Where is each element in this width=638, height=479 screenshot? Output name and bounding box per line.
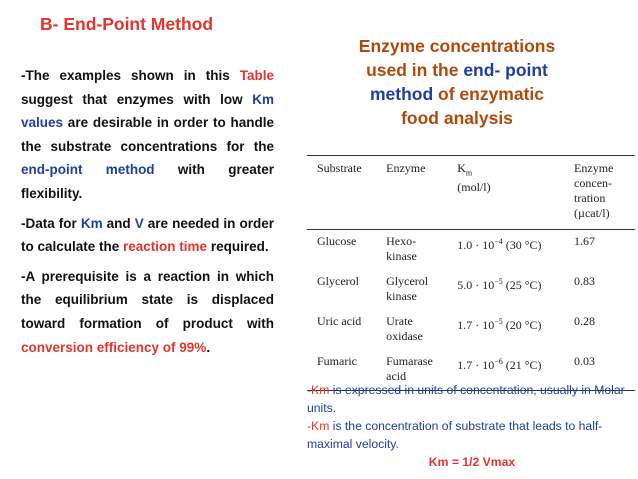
cell-km-exp: −5	[494, 277, 503, 286]
cell-km-exp: −4	[494, 237, 503, 246]
left-text-column	[21, 64, 274, 365]
header-concentration: Enzyme concen- tration (µcat/l)	[574, 161, 614, 220]
p3-post: .	[206, 339, 211, 355]
cell-substrate: Uric acid	[317, 314, 362, 328]
note-2-text: is the concentration of substrate that leads to half-maximal velocity.	[307, 419, 603, 451]
title-line-2-pre: used in the	[366, 60, 464, 80]
p2-mid: are needed in order to calculate the	[21, 215, 274, 255]
p1-pre: -The examples shown in this	[21, 68, 240, 83]
enzyme-table	[307, 155, 635, 391]
cell-km-base: 1.7 · 10	[457, 358, 495, 372]
cell-km-temp: (30 °C)	[502, 238, 542, 252]
cell-km-exp: −5	[494, 317, 503, 326]
p1-end-point-method: end-point method	[21, 162, 155, 178]
p2-post: required.	[207, 239, 269, 255]
header-km-unit: (mol/l)	[457, 180, 491, 195]
title-line-4: food analysis	[401, 108, 513, 128]
cell-km-exp: −6	[494, 357, 503, 366]
cell-concentration: 1.67	[574, 234, 596, 248]
table-title	[322, 34, 592, 130]
title-end-point: end- point	[463, 60, 548, 80]
cell-enzyme: Fumarase acid	[386, 354, 433, 383]
title-line-2	[322, 58, 592, 82]
header-km	[453, 156, 570, 230]
header-substrate: Substrate	[317, 161, 362, 175]
cell-concentration: 0.03	[574, 354, 596, 368]
cell-km-temp: (25 °C)	[502, 278, 542, 292]
cell-km-temp: (20 °C)	[502, 318, 542, 332]
p2-v: V	[134, 215, 144, 231]
p1-mid2: are desirable in order to handle the substrate concentrations for the	[21, 115, 274, 154]
cell-km	[453, 230, 570, 271]
cell-substrate: Glycerol	[317, 274, 359, 288]
paragraph-1	[21, 64, 274, 206]
cell-km	[453, 310, 570, 350]
p1-mid: suggest that enzymes with low	[21, 91, 253, 107]
cell-substrate: Fumaric	[317, 354, 357, 368]
paragraph-3	[21, 265, 274, 359]
table-row	[307, 230, 635, 271]
paragraph-2	[21, 212, 274, 259]
p1-post: with greater flexibility.	[21, 162, 274, 201]
cell-km	[453, 270, 570, 310]
cell-concentration: 0.83	[574, 274, 596, 288]
cell-km-base: 5.0 · 10	[457, 278, 495, 292]
note-2-km: -Km	[307, 419, 330, 433]
table-header-row	[307, 156, 635, 230]
cell-substrate: Glucose	[317, 234, 357, 248]
cell-km-temp: (21 °C)	[502, 358, 542, 372]
p3-pre: -A prerequisite is a reaction in which the equilibrium state is displaced toward formation of product with	[21, 268, 274, 331]
cell-concentration: 0.28	[574, 314, 596, 328]
p1-km-values: Km values	[21, 91, 274, 131]
slide-heading: B- End-Point Method	[40, 14, 214, 34]
km-formula: Km = 1/2 Vmax	[428, 455, 516, 469]
title-line-1: Enzyme concentrations	[358, 36, 556, 56]
cell-km-base: 1.0 · 10	[457, 238, 495, 252]
table-row	[307, 270, 635, 310]
header-km-sub: m	[465, 168, 473, 178]
cell-enzyme: Hexo- kinase	[386, 234, 417, 263]
p2-km: Km	[80, 215, 103, 231]
note-1-km: -Km	[307, 383, 330, 397]
p2-reaction-time: reaction time	[123, 239, 208, 255]
p2-and: and	[102, 215, 135, 231]
cell-enzyme: Urate oxidase	[386, 314, 423, 343]
header-km-main: K	[457, 161, 466, 175]
p2-pre: -Data for	[21, 215, 81, 231]
note-1	[307, 381, 637, 417]
p3-conversion: conversion efficiency of 99%	[21, 339, 207, 355]
p1-table-word: Table	[239, 68, 274, 83]
cell-enzyme: Glycerol kinase	[386, 274, 429, 303]
notes-block	[307, 381, 637, 471]
cell-km-base: 1.7 · 10	[457, 318, 495, 332]
header-enzyme: Enzyme	[386, 161, 426, 175]
table-row	[307, 310, 635, 350]
title-line-3	[322, 82, 592, 106]
note-2	[307, 417, 637, 453]
title-line-3-post: of enzymatic	[433, 84, 545, 104]
note-1-text: is expressed in units of concentration, usually in Molar units.	[307, 383, 625, 415]
title-method: method	[369, 84, 434, 104]
